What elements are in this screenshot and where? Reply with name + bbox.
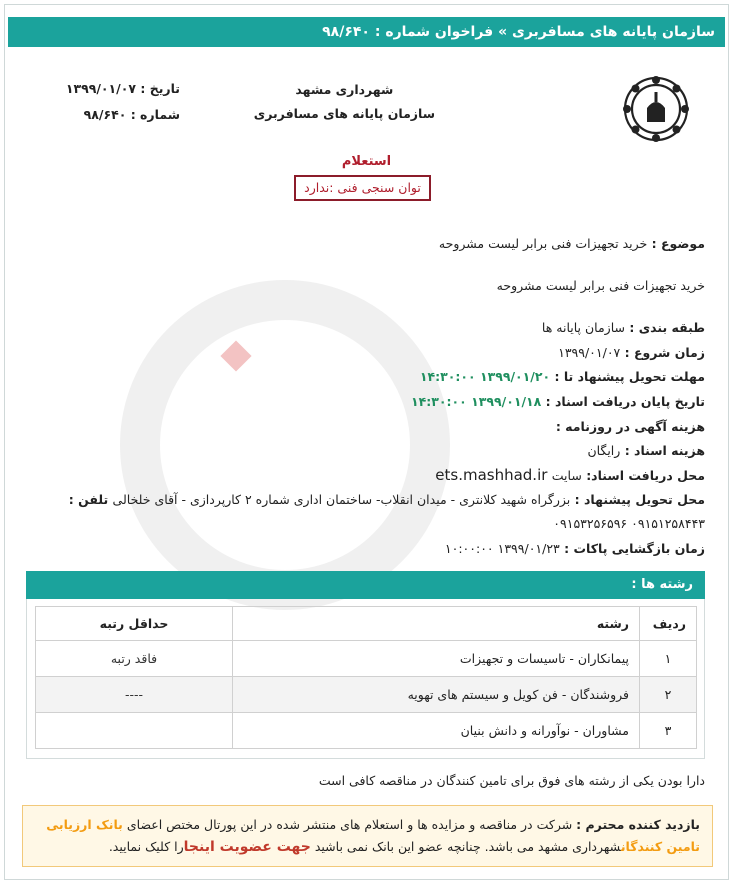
category-label: طبقه بندی : [629, 320, 705, 335]
table-row [36, 713, 697, 749]
doc-end-label: تاریخ پایان دریافت اسناد : [545, 394, 705, 409]
delivery-label: محل تحویل پیشنهاد : [574, 492, 705, 507]
estelam-heading: استعلام [341, 154, 392, 169]
tavan-box: توان سنجی فنی :ندارد [294, 175, 431, 201]
phone-label: تلفن : [68, 492, 109, 507]
subject-row [439, 236, 705, 251]
visitor-text-2: شهرداری مشهد می باشد. چنانچه عضو این بانک نمی باشید [310, 839, 621, 854]
row-rank: ---- [36, 677, 233, 713]
ad-cost-label: هزینه آگهی در روزنامه : [555, 419, 705, 434]
deadline-row [420, 369, 705, 384]
number-row [30, 102, 180, 128]
mashhad-municipality-logo [621, 74, 691, 144]
doc-cost-label: هزینه اسناد : [624, 443, 705, 458]
phones-value: ۰۹۱۵۱۲۵۸۴۴۳ ۰۹۱۵۳۲۵۶۵۹۶ [553, 516, 705, 531]
start-row [558, 345, 705, 360]
doc-place-row [435, 466, 705, 484]
visitor-notice [22, 805, 713, 867]
deadline-label: مهلت تحویل پیشنهاد تا : [554, 369, 705, 384]
row-field: فروشندگان - فن کویل و سیستم های تهویه [233, 677, 640, 713]
org-header [254, 78, 435, 126]
org-line-1: شهرداری مشهد [295, 82, 394, 97]
number-label: شماره : [130, 107, 180, 122]
opening-value: ۱۳۹۹/۰۱/۲۳ ۱۰:۰۰:۰۰ [444, 541, 560, 556]
ranks-note: دارا بودن یکی از رشته های فوق برای تامین کنندگان در مناقصه کافی است [318, 773, 705, 788]
delivery-value: بزرگراه شهید کلانتری - میدان انقلاب- ساختمان اداری شماره ۲ کارپردازی - آقای خلخالی [112, 492, 571, 507]
visitor-text-3: را کلیک نمایید. [108, 839, 184, 854]
supplier-bank-link[interactable]: بانک ارزیابی تامین کنندگان [46, 817, 700, 854]
meta-block [30, 76, 180, 128]
watermark-ring [120, 280, 450, 610]
doc-place-prefix: سایت [551, 468, 582, 483]
doc-end-row [411, 394, 705, 409]
subject-label: موضوع : [651, 236, 705, 251]
row-num: ۱ [640, 641, 697, 677]
doc-end-value: ۱۳۹۹/۰۱/۱۸ ۱۴:۳۰:۰۰ [410, 394, 542, 409]
category-row [542, 320, 705, 335]
delivery-row [69, 492, 705, 507]
number-value: ۹۸/۶۴۰ [83, 107, 127, 122]
doc-place-site-link[interactable]: ets.mashhad.ir [435, 466, 548, 484]
row-rank: فاقد رتبه [36, 641, 233, 677]
visitor-text-1: شرکت در مناقصه و مزایده ها و استعلام های منتشر شده در این پورتال مختص اعضای [122, 817, 577, 832]
date-label: تاریخ : [140, 81, 180, 96]
table-row [36, 641, 697, 677]
join-link[interactable]: جهت عضویت اینجا [183, 839, 311, 855]
deadline-value: ۱۳۹۹/۰۱/۲۰ ۱۴:۳۰:۰۰ [419, 369, 551, 384]
subject-value: خرید تجهیزات فنی برابر لیست مشروحه [438, 236, 648, 251]
col-rank-header: حداقل رتبه [36, 607, 233, 641]
row-rank [36, 713, 233, 749]
row-num: ۳ [640, 713, 697, 749]
org-line-2: سازمان پایانه های مسافربری [253, 106, 435, 121]
ranks-table [35, 606, 697, 749]
visitor-lead: بازدید کننده محترم : [576, 817, 700, 832]
table-row [36, 677, 697, 713]
doc-cost-value: رایگان [587, 443, 621, 458]
table-header-row [36, 607, 697, 641]
doc-place-label: محل دریافت اسناد: [586, 468, 705, 483]
title-bar: سازمان پایانه های مسافربری » فراخوان شماره : ۹۸/۶۴۰ [8, 17, 725, 47]
opening-label: زمان بازگشایی پاکات : [564, 541, 705, 556]
description-text: خرید تجهیزات فنی برابر لیست مشروحه [496, 278, 705, 293]
phones-row [553, 516, 705, 531]
ad-cost-row [556, 419, 705, 434]
row-field: پیمانکاران - تاسیسات و تجهیزات [233, 641, 640, 677]
row-num: ۲ [640, 677, 697, 713]
start-value: ۱۳۹۹/۰۱/۰۷ [558, 345, 621, 360]
col-num-header: ردیف [640, 607, 697, 641]
doc-cost-row [587, 443, 705, 458]
description [497, 278, 705, 293]
date-row [30, 76, 180, 102]
row-field: مشاوران - نوآورانه و دانش بنیان [233, 713, 640, 749]
date-value: ۱۳۹۹/۰۱/۰۷ [65, 81, 136, 96]
start-label: زمان شروع : [624, 345, 705, 360]
ranks-heading: رشته ها : [26, 571, 705, 599]
opening-row [445, 541, 705, 556]
col-field-header: رشته [233, 607, 640, 641]
category-value: سازمان پایانه ها [541, 320, 625, 335]
